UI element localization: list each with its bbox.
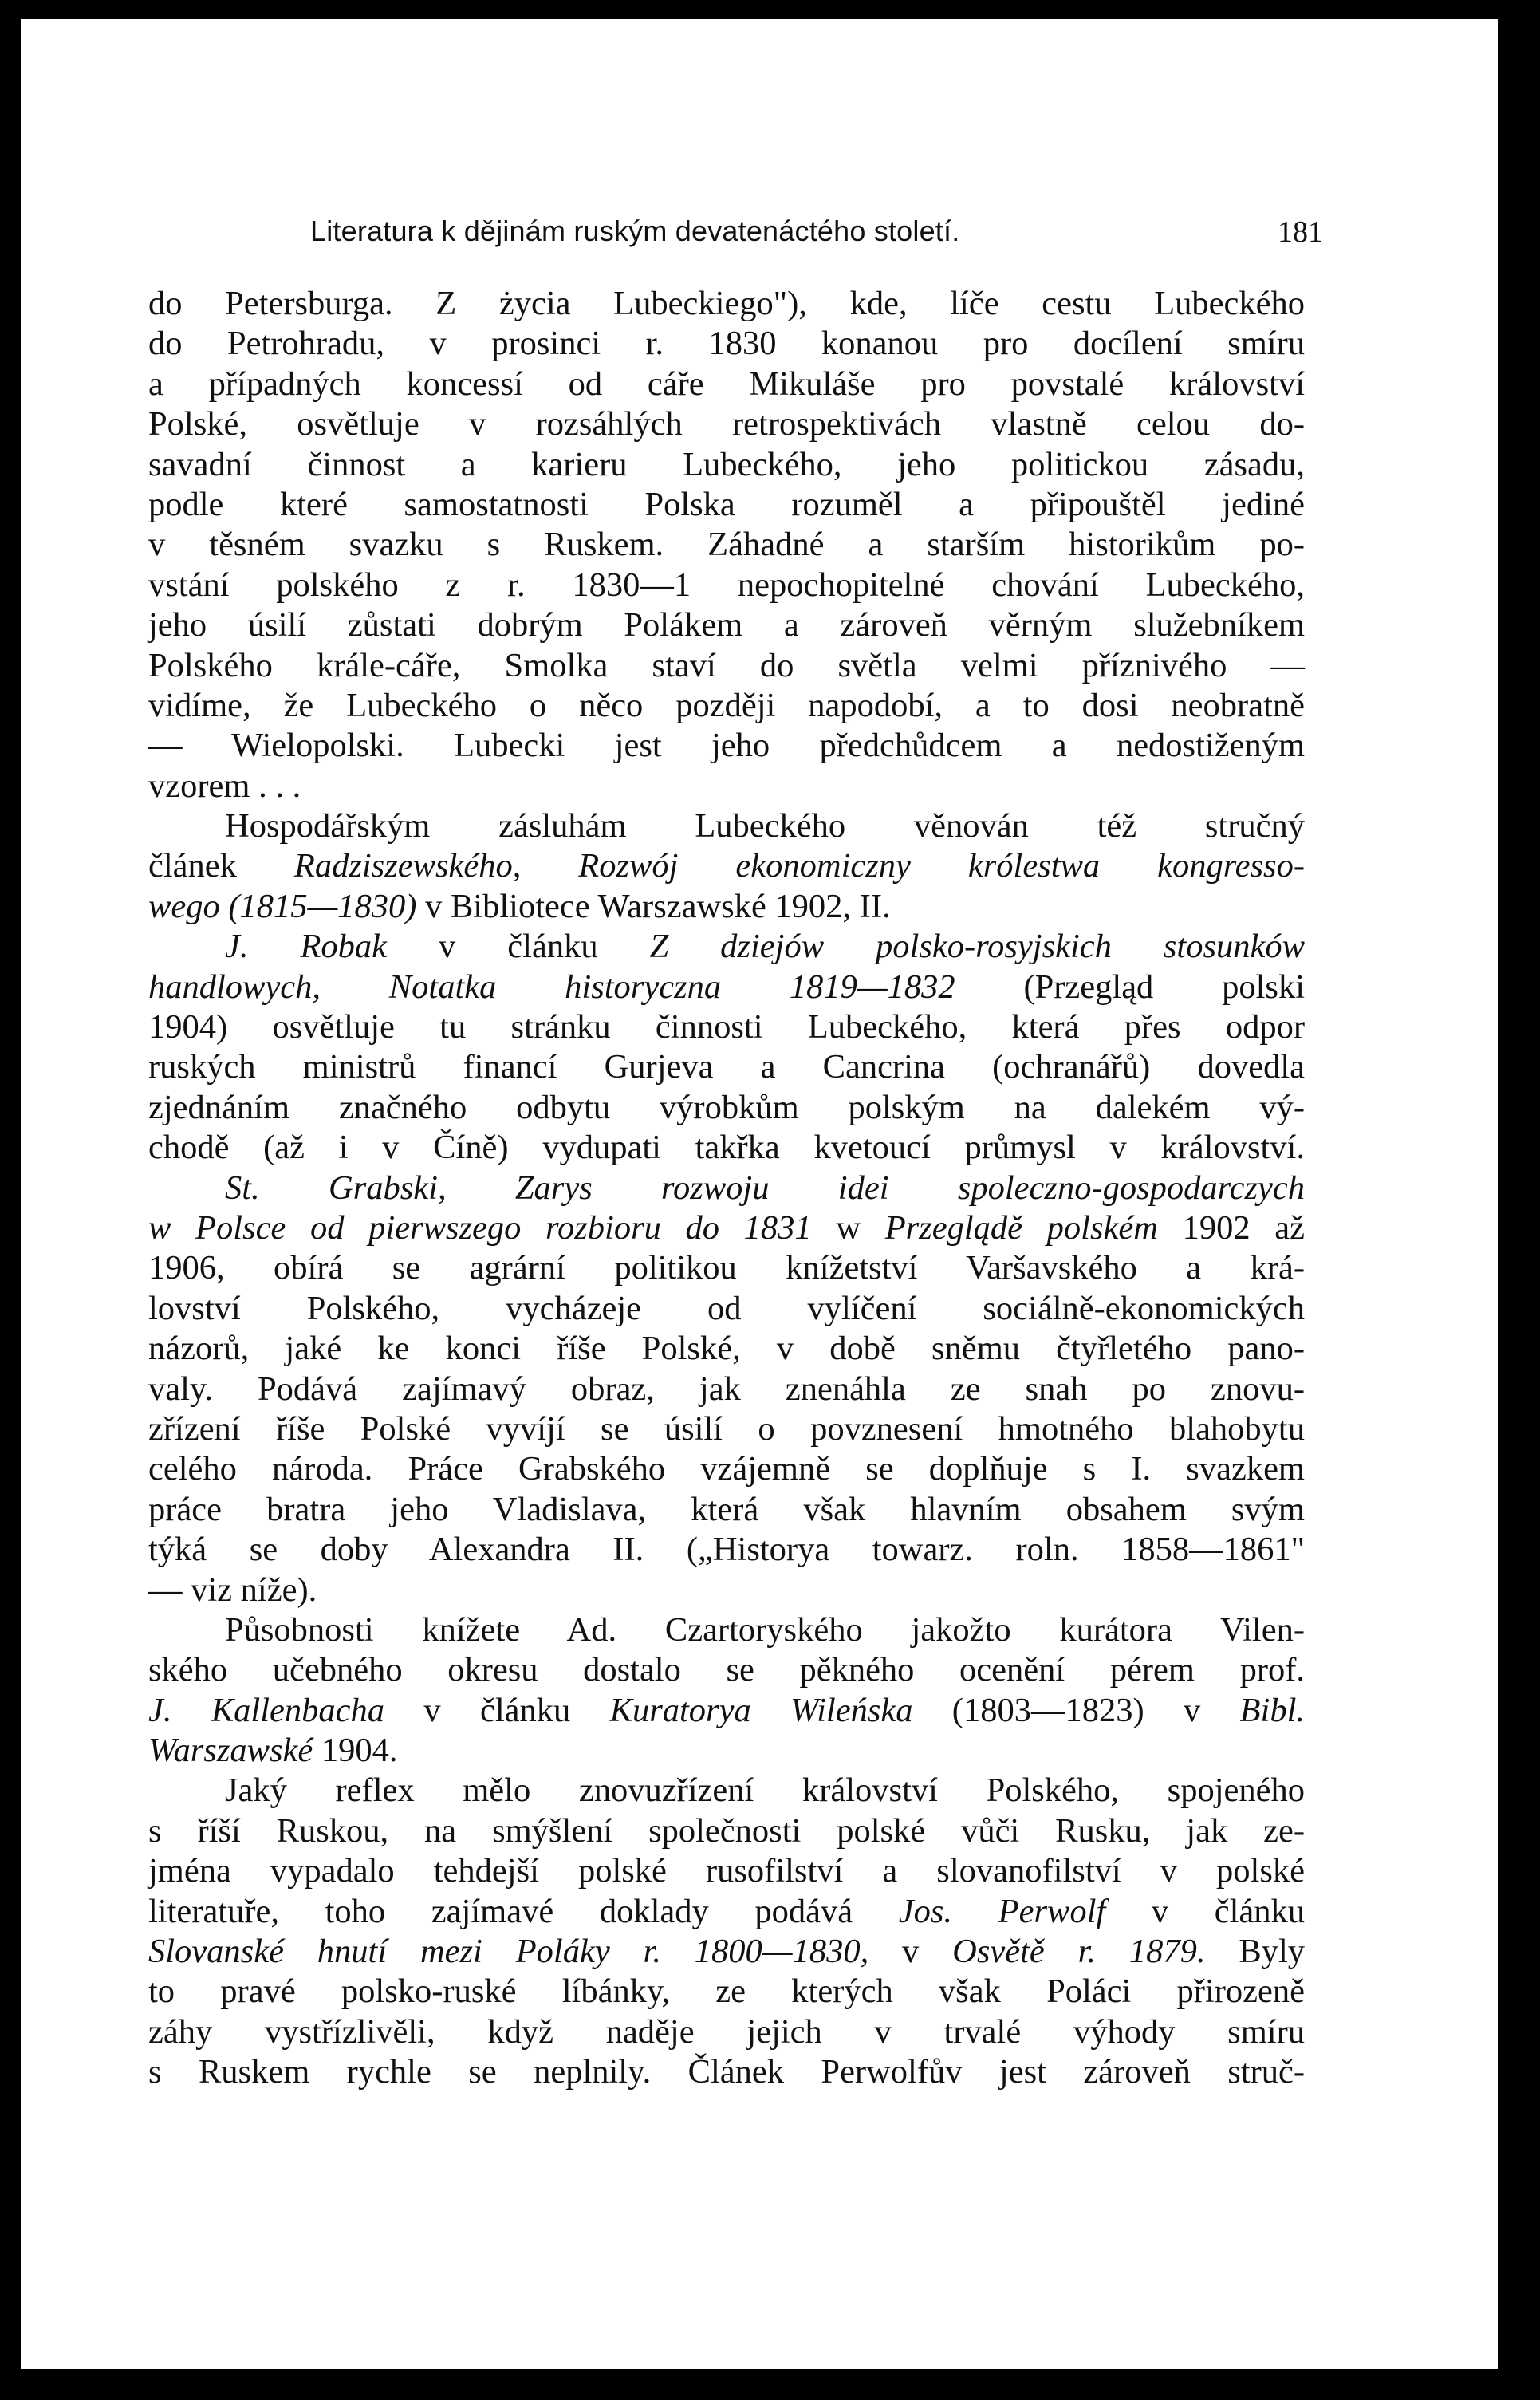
- text-line: Slovanské hnutí mezi Poláky r. 1800—1830, v Osvětě r. 1879. Byly: [148, 1933, 1306, 1971]
- text-line: jména vypadalo tehdejší polské rusofilství a slovanofilství v polské: [148, 1852, 1305, 1890]
- text-line: článek Radziszewského, Rozwój ekonomiczny królestwa kongresso-: [148, 847, 1305, 885]
- text-line: Polského krále-cáře, Smolka staví do světla velmi příznivého —: [148, 646, 1305, 684]
- text-line: do Petrohradu, v prosinci r. 1830 konanou pro docílení smíru: [148, 325, 1305, 363]
- running-head: [310, 215, 1323, 262]
- text-line: zřízení říše Polské vyvíjí se úsilí o povznesení hmotného blahobytu: [148, 1409, 1305, 1448]
- text-line: do Petersburga. Z życia Lubeckiego"), kde, líče cestu Lubeckého: [148, 285, 1305, 322]
- text-line: — Wielopolski. Lubecki jest jeho předchůdcem a nedostiženým: [148, 727, 1305, 765]
- text-line: zjednáním značného odbytu výrobkům polským na dalekém vý-: [148, 1088, 1305, 1126]
- book-page: [21, 19, 1498, 2369]
- text-line: handlowych, Notatka historyczna 1819—1832 (Przegląd polski: [148, 967, 1305, 1006]
- text-line: celého národa. Práce Grabského vzájemně se doplňuje s I. svazkem: [148, 1450, 1305, 1488]
- text-line: valy. Podává zajímavý obraz, jak znenáhla ze snah po znovu-: [148, 1369, 1305, 1408]
- text-line: savadní činnost a karieru Lubeckého, jeho politickou zásadu,: [148, 445, 1305, 483]
- text-line: lovství Polského, vycházeje od vylíčení sociálně-ekonomických: [148, 1289, 1305, 1327]
- text-line: vidíme, že Lubeckého o něco později napodobí, a to dosi neobratně: [148, 686, 1305, 724]
- text-line: v těsném svazku s Ruskem. Záhadné a starším historikům po-: [148, 526, 1305, 564]
- text-line: podle které samostatnosti Polska rozuměl a připouštěl jediné: [148, 485, 1305, 523]
- text-line: literatuře, toho zajímavé doklady podává Jos. Perwolf v článku: [148, 1892, 1305, 1930]
- text-line: záhy vystřízlivěli, když naděje jejich v trvalé výhody smíru: [148, 2012, 1305, 2051]
- text-line: wego (1815—1830) v Bibliotece Warszawské 1902, II.: [148, 887, 891, 925]
- text-line: vstání polského z r. 1830—1 nepochopitelné chování Lubeckého,: [148, 566, 1305, 604]
- text-line: 1906, obírá se agrární politikou knížetství Varšavského a krá-: [148, 1249, 1305, 1287]
- running-title: Literatura k dějinám ruským devatenáctého století.: [310, 215, 960, 247]
- text-line: J. Kallenbacha v článku Kuratorya Wileńska (1803—1823) v Bibl.: [148, 1691, 1305, 1729]
- text-line: s Ruskem rychle se neplnily. Článek Perwolfův jest zároveň struč-: [148, 2053, 1305, 2091]
- text-line: — viz níže).: [148, 1570, 317, 1609]
- text-line: Hospodářským zásluhám Lubeckého věnován též stručný: [225, 807, 1305, 845]
- body-text: [148, 284, 1305, 2093]
- text-line: a případných koncessí od cáře Mikuláše pro povstalé království: [148, 365, 1305, 403]
- text-line: Jaký reflex mělo znovuzřízení království Polského, spojeného: [225, 1771, 1305, 1810]
- text-line: ruských ministrů financí Gurjeva a Cancrina (ochranářů) dovedla: [148, 1048, 1305, 1086]
- text-line: s říší Ruskou, na smýšlení společnosti polské vůči Rusku, jak ze-: [148, 1811, 1305, 1850]
- page-number: 181: [1278, 215, 1323, 249]
- text-line: Působnosti knížete Ad. Czartoryského jakožto kurátora Vilen-: [225, 1610, 1305, 1649]
- text-line: jeho úsilí zůstati dobrým Polákem a zároveň věrným služebníkem: [148, 606, 1305, 644]
- text-line: 1904) osvětluje tu stránku činnosti Lubeckého, která přes odpor: [148, 1008, 1305, 1046]
- text-line: chodě (až i v Číně) vydupati takřka kvetoucí průmysl v království.: [148, 1129, 1305, 1167]
- text-line: Polské, osvětluje v rozsáhlých retrospektivách vlastně celou do-: [148, 405, 1305, 443]
- text-line: práce bratra jeho Vladislava, která však hlavním obsahem svým: [148, 1490, 1305, 1528]
- text-line: názorů, jaké ke konci říše Polské, v době sněmu čtyřletého pano-: [148, 1330, 1305, 1368]
- text-line: w Polsce od pierwszego rozbioru do 1831 w Przeglądě polském 1902 až: [148, 1208, 1305, 1247]
- text-line: vzorem . . .: [148, 767, 301, 805]
- text-line: týká se doby Alexandra II. („Historya towarz. roln. 1858—1861": [148, 1531, 1305, 1569]
- text-line: to pravé polsko-ruské líbánky, ze kterých však Poláci přirozeně: [148, 1972, 1305, 2011]
- text-line: ského učebného okresu dostalo se pěkného ocenění pérem prof.: [148, 1651, 1305, 1689]
- text-line: St. Grabski, Zarys rozwoju idei spoleczno-gospodarczych: [225, 1168, 1305, 1207]
- text-line: Warszawské 1904.: [148, 1732, 398, 1770]
- text-line: J. Robak v článku Z dziejów polsko-rosyjskich stosunków: [225, 928, 1305, 966]
